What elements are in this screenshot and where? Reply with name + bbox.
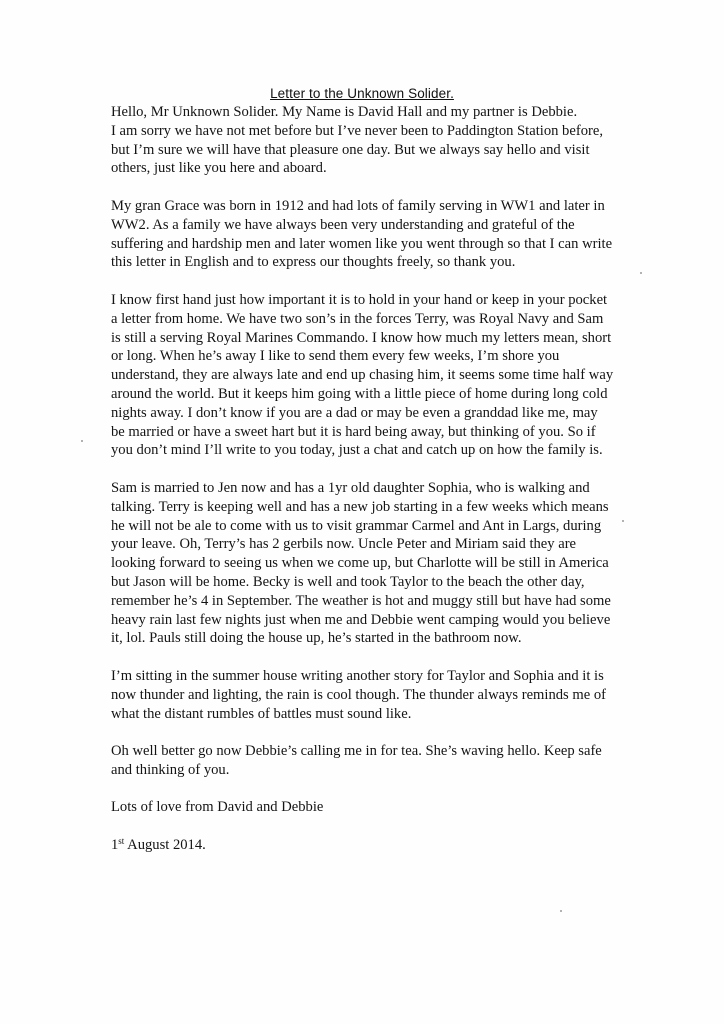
paragraph-line: it, lol. Pauls still doing the house up, he’s started in the bathroom now. [111,630,522,647]
paragraph-line: you don’t mind I’ll write to you today, just a chat and catch up on how the family is. [111,442,603,459]
letter-paragraphs [111,103,631,780]
paragraph-line: he will not be ale to come with us to visit grammar Carmel and Ant in Largs, during [111,517,602,534]
paragraph-line: around the world. But it keeps him going with a little piece of home during long cold [111,385,608,402]
date-rest: August 2014. [124,837,206,854]
paragraph-line: this letter in English and to express our thoughts freely, so thank you. [111,254,516,271]
paragraph-line: Oh well better go now Debbie’s calling me in for tea. She’s waving hello. Keep safe [111,743,602,760]
date-suffix: st [118,836,125,847]
paragraph-line: Sam is married to Jen now and has a 1yr old daughter Sophia, who is walking and [111,479,590,496]
letter-paragraph [111,667,631,723]
paragraph-line: suffering and hardship men and later women like you went through so that I can write [111,235,613,252]
paragraph-line: WW2. As a family we have always been very understanding and grateful of the [111,216,575,233]
paragraph-line: now thunder and lighting, the rain is cool though. The thunder always reminds me of [111,686,607,703]
paragraph-line: I’m sitting in the summer house writing another story for Taylor and Sophia and it is [111,667,604,684]
letter-paragraph [111,742,631,780]
paragraph-line: understand, they are always late and end up chasing him, it seems some time half way [111,367,614,384]
paragraph-line: is still a serving Royal Marines Commando. I know how much my letters mean, short [111,329,612,346]
paragraph-line: or long. When he’s away I like to send them every few weeks, I’m shore you [111,348,560,365]
paragraph-line: be married or have a sweet hart but it is hard being away, but thinking of you. So if [111,423,596,440]
paragraph-line: nights away. I don’t know if you are a dad or may be even a granddad like me, may [111,404,598,421]
paragraph-line: My gran Grace was born in 1912 and had lots of family serving in WW1 and later in [111,197,605,214]
letter-paragraph [111,197,631,272]
paragraph-line: looking forward to seeing us when we come up, but Charlotte will be still in America [111,555,609,572]
letter-title: Letter to the Unknown Solider. [270,86,454,101]
date-day: 1 [111,837,119,854]
paragraph-line: heavy rain last few nights just when me and Debbie went camping would you believe [111,611,611,628]
paragraph-line: I know first hand just how important it is to hold in your hand or keep in your pocket [111,291,608,308]
letter-body [111,103,631,874]
paragraph-line: what the distant rumbles of battles must sound like. [111,705,412,722]
paper-speck [560,910,562,912]
letter-paragraph [111,291,631,460]
paragraph-line: Hello, Mr Unknown Solider. My Name is David Hall and my partner is Debbie. [111,104,578,120]
paragraph-line: and thinking of you. [111,761,230,778]
letter-paragraph [111,479,631,648]
paragraph-line: I am sorry we have not met before but I’ve never been to Paddington Station before, [111,122,603,139]
paragraph-line: your leave. Oh, Terry’s has 2 gerbils now. Uncle Peter and Miriam said they are [111,536,577,553]
paragraph-line: remember he’s 4 in September. The weather is hot and muggy still but have had some [111,592,611,609]
letter-date [111,836,631,855]
paragraph-line: but I’m sure we will have that pleasure one day. But we always say hello and visit [111,141,590,158]
letter-paragraph [111,103,631,178]
paragraph-line: but Jason will be home. Becky is well and took Taylor to the beach the other day, [111,573,585,590]
letter-signoff: Lots of love from David and Debbie [111,799,324,816]
paragraph-line: others, just like you here and aboard. [111,160,327,177]
paragraph-line: a letter from home. We have two son’s in the forces Terry, was Royal Navy and Sam [111,310,604,327]
paper-speck [81,440,83,442]
paragraph-line: talking. Terry is keeping well and has a new job starting in a few weeks which means [111,498,609,515]
paper-speck [622,520,624,522]
paper-speck [640,272,642,274]
